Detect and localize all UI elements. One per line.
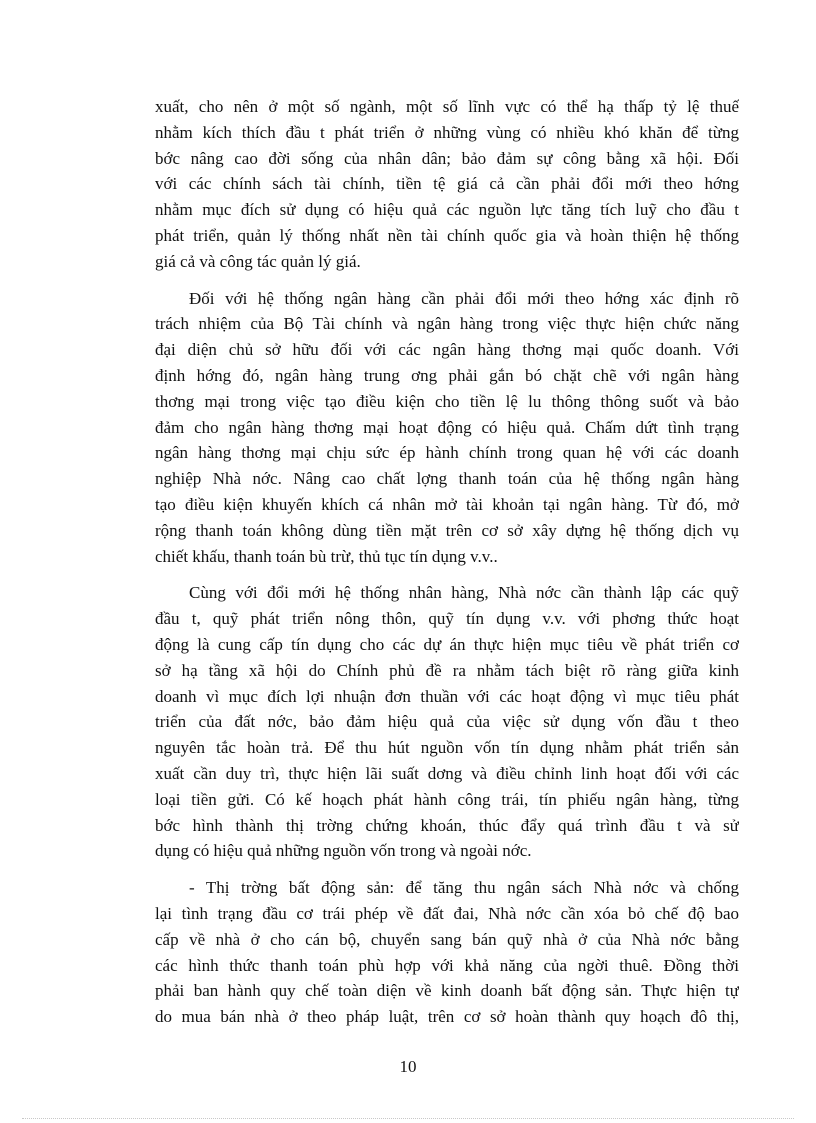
body-text [155, 94, 739, 1041]
paragraph-1 [155, 94, 739, 275]
text-line: thơng mại trong việc tạo điều kiện cho tiền lệ lu thông thông suốt và bảo [155, 391, 739, 411]
text-line: định hớng đó, ngân hàng trung ơng phải gắn bó chặt chẽ với ngân hàng [155, 365, 739, 385]
text-line: nguyên tắc hoàn trả. Để thu hút nguồn vốn tín dụng nhằm phát triển sản [155, 738, 739, 758]
text-line: do mua bán nhà ở theo pháp luật, trên cơ sở hoàn thành quy hoạch đô thị, [155, 1007, 739, 1027]
text-line: xuất cần duy trì, thực hiện lãi suất dơng và điều chỉnh linh hoạt đối với các [155, 763, 739, 783]
text-line: bớc nâng cao đời sống của nhân dân; bảo đảm sự công bằng xã hội. Đối [155, 148, 739, 168]
text-line: cấp về nhà ở cho cán bộ, chuyển sang bán quỹ nhà ở của Nhà nớc bằng [155, 929, 739, 949]
text-line: doanh vì mục đích lợi nhuận đơn thuần với các hoạt động vì mục tiêu phát [155, 686, 739, 706]
text-line: đảm cho ngân hàng thơng mại hoạt động có hiệu quả. Chấm dứt tình trạng [155, 417, 739, 437]
text-line: nhằm mục đích sử dụng có hiệu quả các nguồn lực tăng tích luỹ cho đầu t [155, 200, 739, 220]
text-line: dụng có hiệu quả những nguồn vốn trong và ngoài nớc. [155, 841, 532, 861]
paragraph-4 [155, 875, 739, 1030]
text-line: bớc hình thành thị trờng chứng khoán, thúc đẩy quá trình đầu t và sử [155, 815, 739, 835]
text-line: lại tình trạng đầu cơ trái phép về đất đai, Nhà nớc cần xóa bỏ chế độ bao [155, 903, 739, 923]
page-bottom-divider [22, 1118, 794, 1119]
text-line: trách nhiệm của Bộ Tài chính và ngân hàng trong việc thực hiện chức năng [155, 314, 739, 334]
text-line: nhằm kích thích đầu t phát triển ở những vùng có nhiều khó khăn để từng [155, 122, 739, 142]
text-line: loại tiền gửi. Có kế hoạch phát hành công trái, tín phiếu ngân hàng, từng [155, 789, 739, 809]
text-line: - Thị trờng bất động sản: để tăng thu ngân sách Nhà nớc và chống [189, 878, 739, 898]
paragraph-3 [155, 580, 739, 864]
text-line: sở hạ tầng xã hội do Chính phủ đề ra nhằm tách biệt rõ ràng giữa kinh [155, 660, 739, 680]
text-line: Cùng với đổi mới hệ thống nhân hàng, Nhà nớc cần thành lập các quỹ [189, 583, 739, 603]
text-line: tạo điều kiện khuyến khích cá nhân mở tài khoản tại ngân hàng. Từ đó, mở [155, 494, 739, 514]
text-line: giá cả và công tác quản lý giá. [155, 251, 361, 271]
paragraph-2 [155, 286, 739, 570]
text-line: xuất, cho nên ở một số ngành, một số lĩnh vực có thể hạ thấp tỷ lệ thuế [155, 97, 739, 116]
text-line: nghiệp Nhà nớc. Nâng cao chất lợng thanh toán của hệ thống ngân hàng [155, 469, 739, 489]
text-line: rộng thanh toán không dùng tiền mặt trên cơ sở xây dựng hệ thống dịch vụ [155, 520, 739, 540]
text-line: đầu t, quỹ phát triển nông thôn, quỹ tín dụng v.v. với phơng thức hoạt [155, 609, 739, 629]
text-line: các hình thức thanh toán phù hợp với khả năng của ngời thuê. Đồng thời [155, 955, 739, 975]
text-line: ngân hàng thơng mại chịu sức ép hành chính trong quan hệ với các doanh [155, 443, 739, 463]
text-line: động là cung cấp tín dụng cho các dự án thực hiện mục tiêu về phát triển cơ [155, 634, 739, 654]
text-line: phát triển, quản lý thống nhất nền tài chính quốc gia và hoàn thiện hệ thống [155, 225, 739, 245]
text-line: Đối với hệ thống ngân hàng cần phải đổi mới theo hớng xác định rõ [189, 288, 739, 308]
text-line: đại diện chủ sở hữu đối với các ngân hàng thơng mại quốc doanh. Với [155, 340, 739, 360]
page-number: 10 [399, 1057, 417, 1076]
text-line: với các chính sách tài chính, tiền tệ giá cả cần phải đổi mới theo hớng [155, 174, 739, 194]
text-line: triển của đất nớc, bảo đảm hiệu quả của việc sử dụng vốn đầu t theo [155, 712, 739, 732]
text-line: chiết khấu, thanh toán bù trừ, thủ tục tín dụng v.v.. [155, 546, 498, 566]
text-line: phải ban hành quy chế toàn diện về kinh doanh bất động sản. Thực hiện tự [155, 981, 739, 1001]
